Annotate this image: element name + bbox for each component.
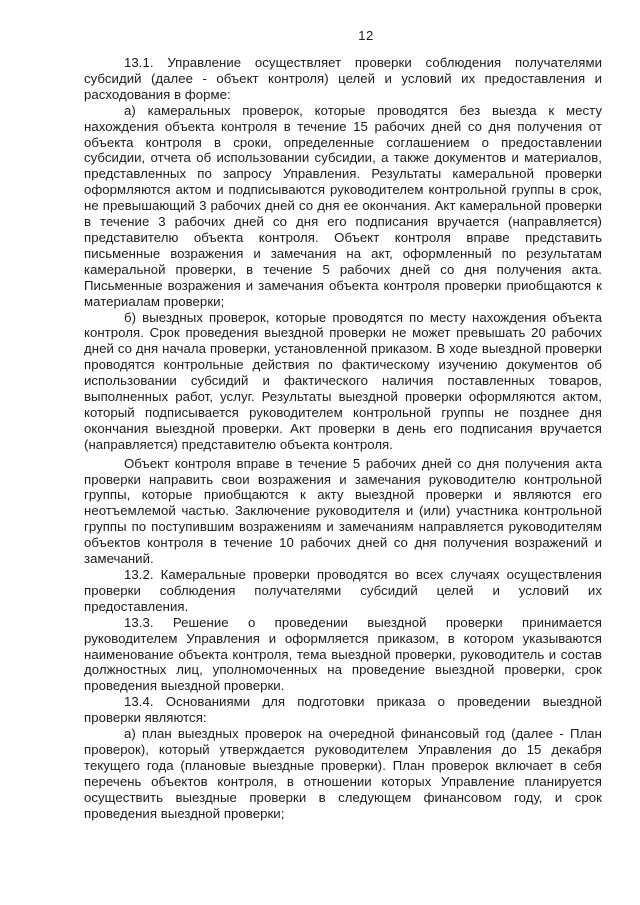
paragraph-13-3: 13.3. Решение о проведении выездной проверки принимается руководителем Управления и оформляется приказом, в котором указываются наименование объекта контроля, тема выездной проверки, руководитель и состав должностных лиц, уполномоченных на проведение выездной проверки, срок проведения выездной проверки. [84, 614, 602, 694]
paragraph-13-1-a: а) камеральных проверок, которые проводятся без выезда к месту нахождения объекта контроля в течение 15 рабочих дней со дня получения от объекта контроля в сроки, определенные соглашением о предоставлении субсидии, отчета об использовании субсидии, а также документов и материалов, представленных по запросу Управления. Результаты камеральной проверки оформляются актом и подписываются руководителем контрольной группы в срок, не превышающий 3 рабочих дней со дня ее окончания. Акт камеральной проверки в течение 3 рабочих дней со дня его подписания вручается (направляется) представителю объекта контроля. Объект контроля вправе представить письменные возражения и замечания на акт, оформленный по результатам камеральной проверки, в течение 5 рабочих дней со дня получения акта. Письменные возражения и замечания объекта контроля проверки приобщаются к материалам проверки; [84, 102, 602, 309]
paragraph-13-4: 13.4. Основаниями для подготовки приказа о проведении выездной проверки являются: [84, 694, 602, 726]
document-body [84, 55, 602, 822]
paragraph-13-2: 13.2. Камеральные проверки проводятся во всех случаях осуществления проверки соблюдения получателями субсидий целей и условий их предоставления. [84, 567, 602, 614]
paragraph-objection-rights: Объект контроля вправе в течение 5 рабочих дней со дня получения акта проверки направить свои возражения и замечания руководителю контрольной группы, которые приобщаются к акту выездной проверки и являются его неотъемлемой частью. Заключение руководителя и (или) участника контрольной группы по поступившим возражениям и замечаниям направляется руководителям объектов контроля в течение 10 рабочих дней со дня получения возражений и замечаний. [84, 455, 602, 567]
paragraph-13-4-a: а) план выездных проверок на очередной финансовый год (далее - План проверок), который утверждается руководителем Управления до 15 декабря текущего года (плановые выездные проверки). План проверок включает в себя перечень объектов контроля, в отношении которых Управление планируется осуществить выездные проверки в следующем финансовом году, и срок проведения выездной проверки; [84, 726, 602, 821]
paragraph-13-1-b: б) выездных проверок, которые проводятся по месту нахождения объекта контроля. Срок проведения выездной проверки не может превышать 20 рабочих дней со дня начала проверки, установленной приказом. В ходе выездной проверки проводятся контрольные действия по фактическому изучению документов об использовании субсидий и фактического наличия поставленных товаров, выполненных работ, услуг. Результаты выездной проверки оформляются актом, который подписывается руководителем контрольной группы не позднее дня окончания выездной проверки. Акт проверки в день его подписания вручается (направляется) представителю объекта контроля. [84, 309, 602, 452]
page-number: 12 [358, 28, 374, 43]
paragraph-13-1: 13.1. Управление осуществляет проверки соблюдения получателями субсидий (далее - объект контроля) целей и условий их предоставления и расходования в форме: [84, 55, 602, 102]
